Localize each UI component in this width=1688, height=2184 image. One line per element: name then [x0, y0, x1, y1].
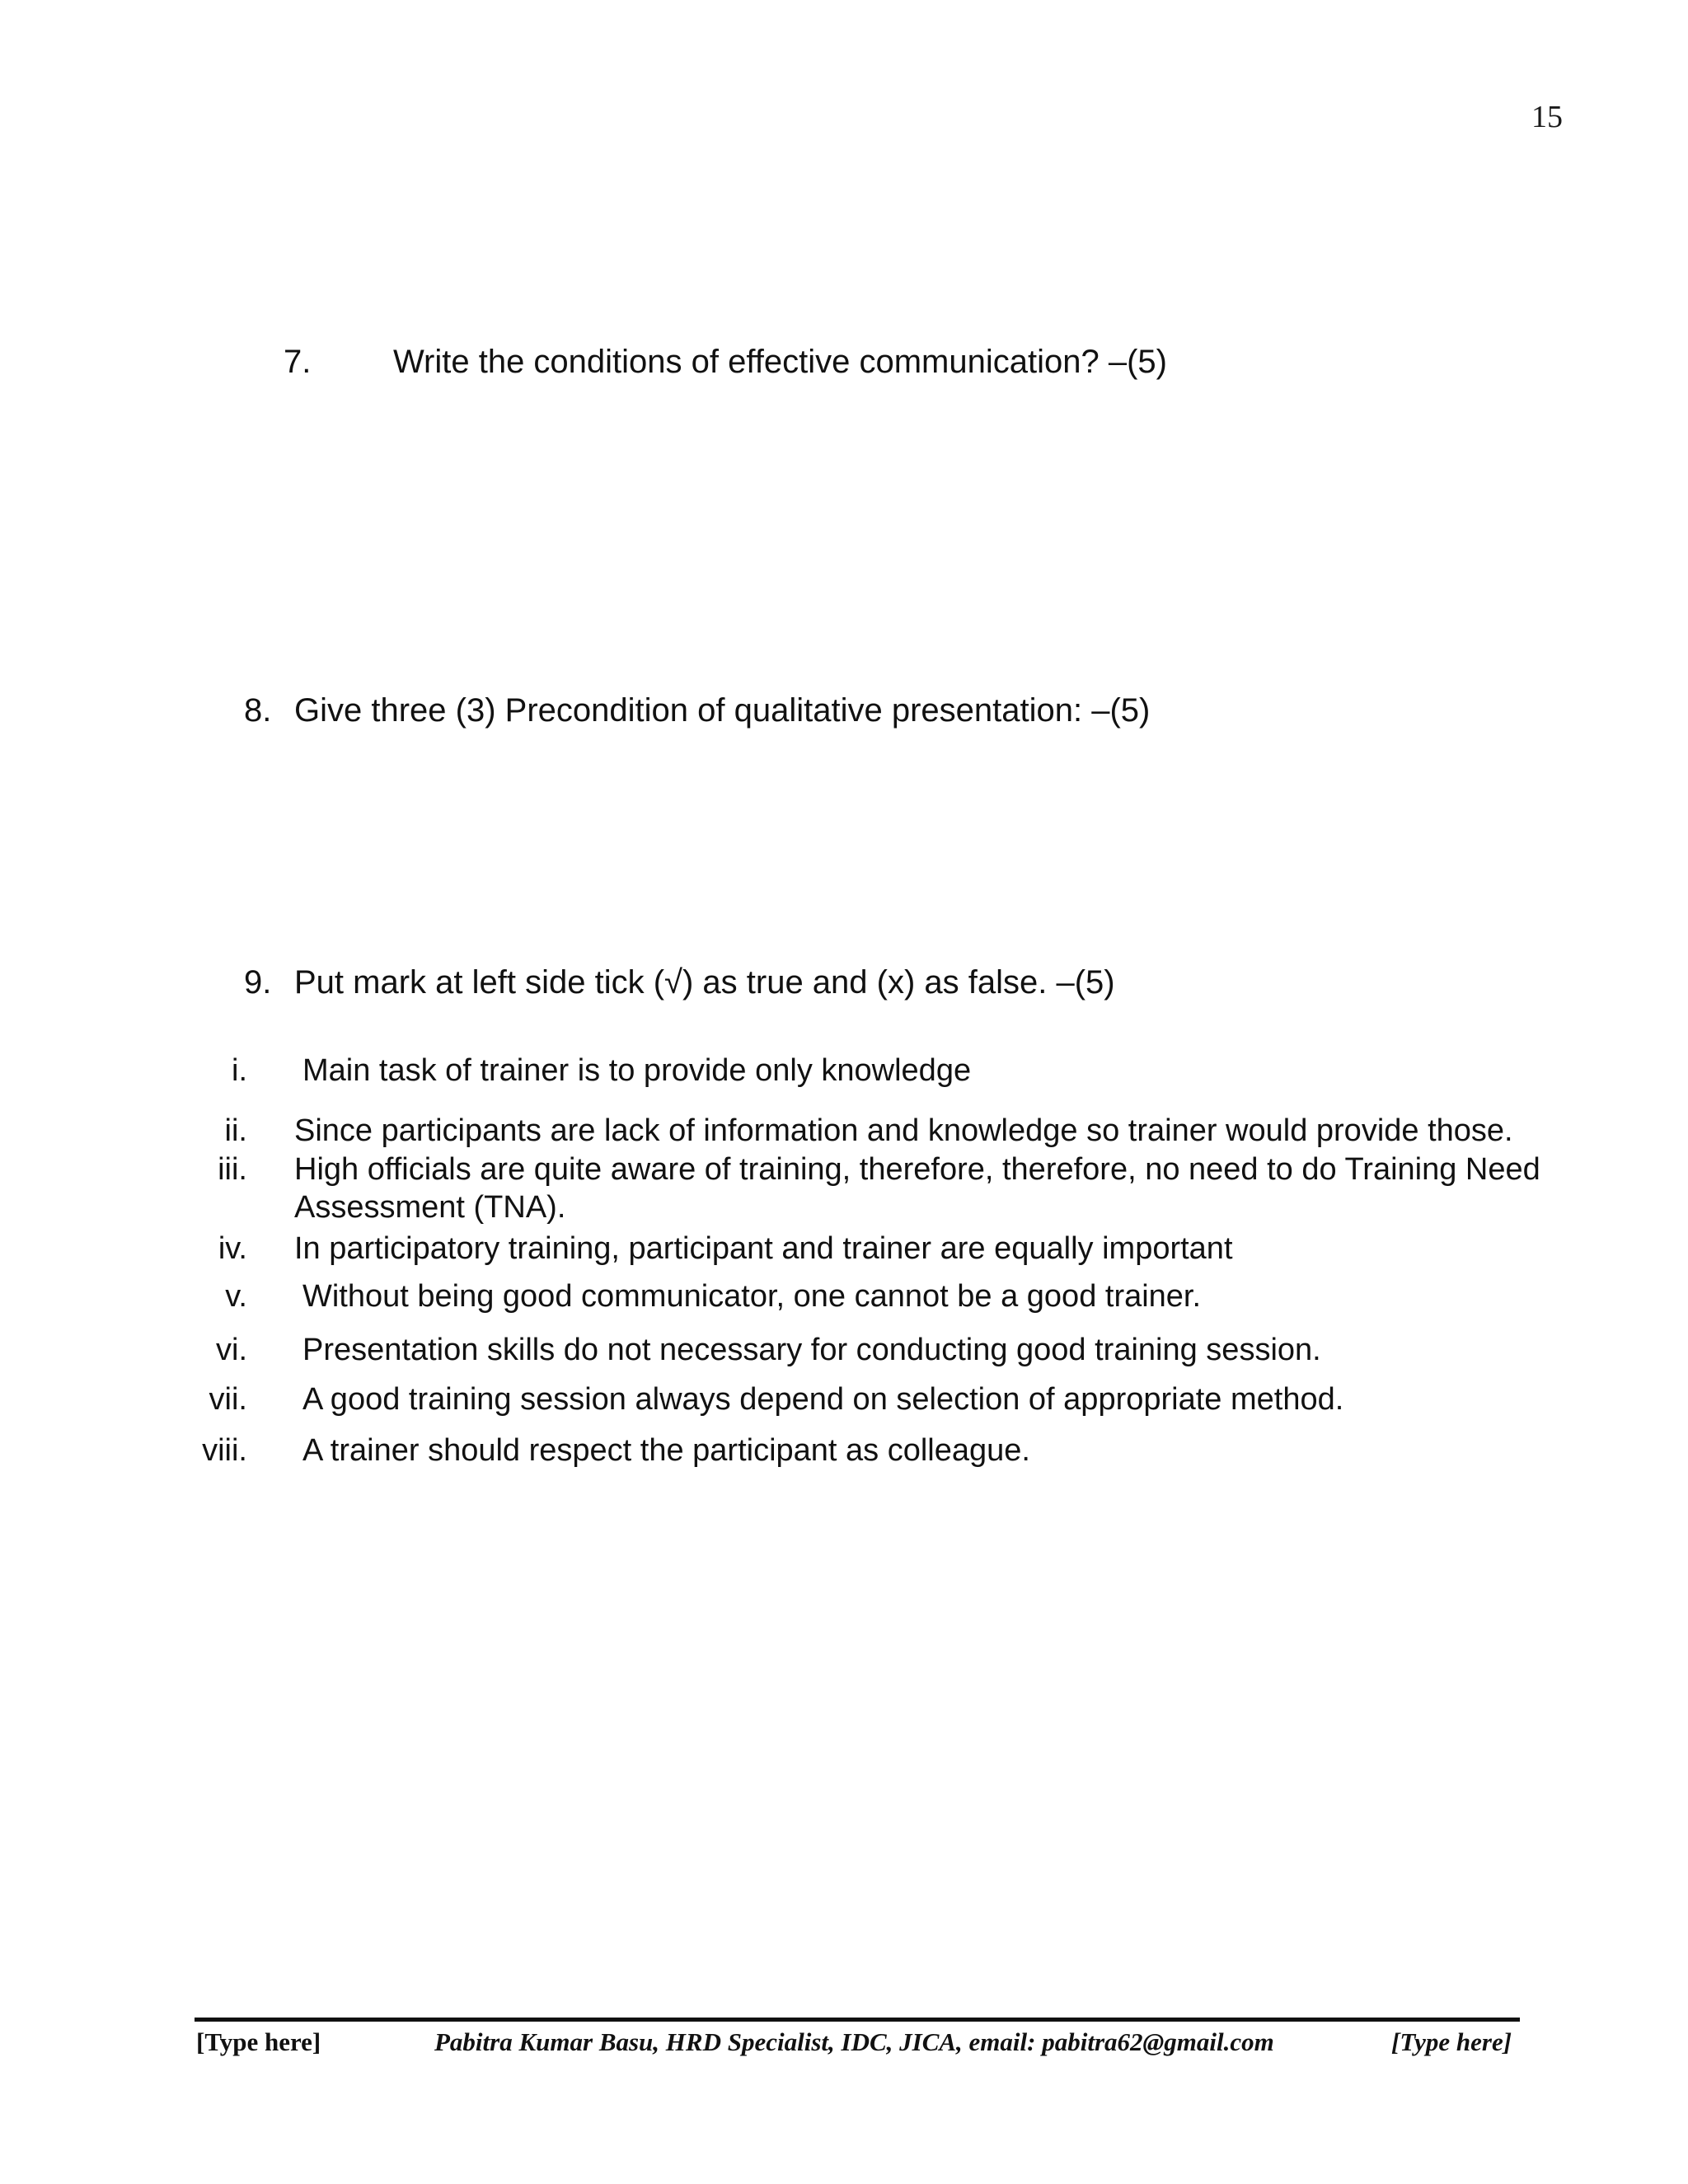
question-number: 9.	[244, 964, 272, 1001]
page-number: 15	[1531, 100, 1563, 134]
roman-numeral: vii.	[209, 1382, 247, 1417]
footer-divider	[195, 2018, 1520, 2022]
roman-numeral: v.	[225, 1279, 247, 1314]
roman-numeral: viii.	[202, 1433, 247, 1468]
statement-text: Since participants are lack of information and knowledge so trainer would provide those.	[294, 1113, 1513, 1148]
question-text: Give three (3) Precondition of qualitative presentation: –(5)	[294, 692, 1151, 729]
footer-right-placeholder: [Type here]	[1391, 2027, 1512, 2056]
question-number: 8.	[244, 692, 272, 729]
statement-text: In participatory training, participant and trainer are equally important	[294, 1231, 1233, 1266]
statement-text: A trainer should respect the participant as colleague.	[302, 1433, 1030, 1468]
footer-author-credit: Pabitra Kumar Basu, HRD Specialist, IDC, JICA, email: pabitra62@gmail.com	[434, 2027, 1274, 2056]
statement-text: Main task of trainer is to provide only knowledge	[302, 1053, 972, 1088]
roman-numeral: vi.	[216, 1333, 247, 1367]
question-text: Put mark at left side tick (√) as true and (x) as false. –(5)	[294, 964, 1115, 1001]
statement-text: Without being good communicator, one cannot be a good trainer.	[302, 1279, 1202, 1314]
question-number: 7.	[284, 344, 312, 380]
roman-numeral: iv.	[218, 1231, 247, 1266]
roman-numeral: ii.	[224, 1113, 247, 1148]
statement-text: High officials are quite aware of training, therefore, therefore, no need to do Training Need Assessment (TNA).	[294, 1152, 1540, 1225]
question-text: Write the conditions of effective communication? –(5)	[393, 344, 1167, 380]
roman-numeral: iii.	[218, 1152, 247, 1187]
statement-text: A good training session always depend on selection of appropriate method.	[302, 1382, 1344, 1417]
roman-numeral: i.	[232, 1053, 247, 1088]
statement-text: Presentation skills do not necessary for conducting good training session.	[302, 1333, 1321, 1367]
footer-left-placeholder: [Type here]	[196, 2027, 321, 2056]
